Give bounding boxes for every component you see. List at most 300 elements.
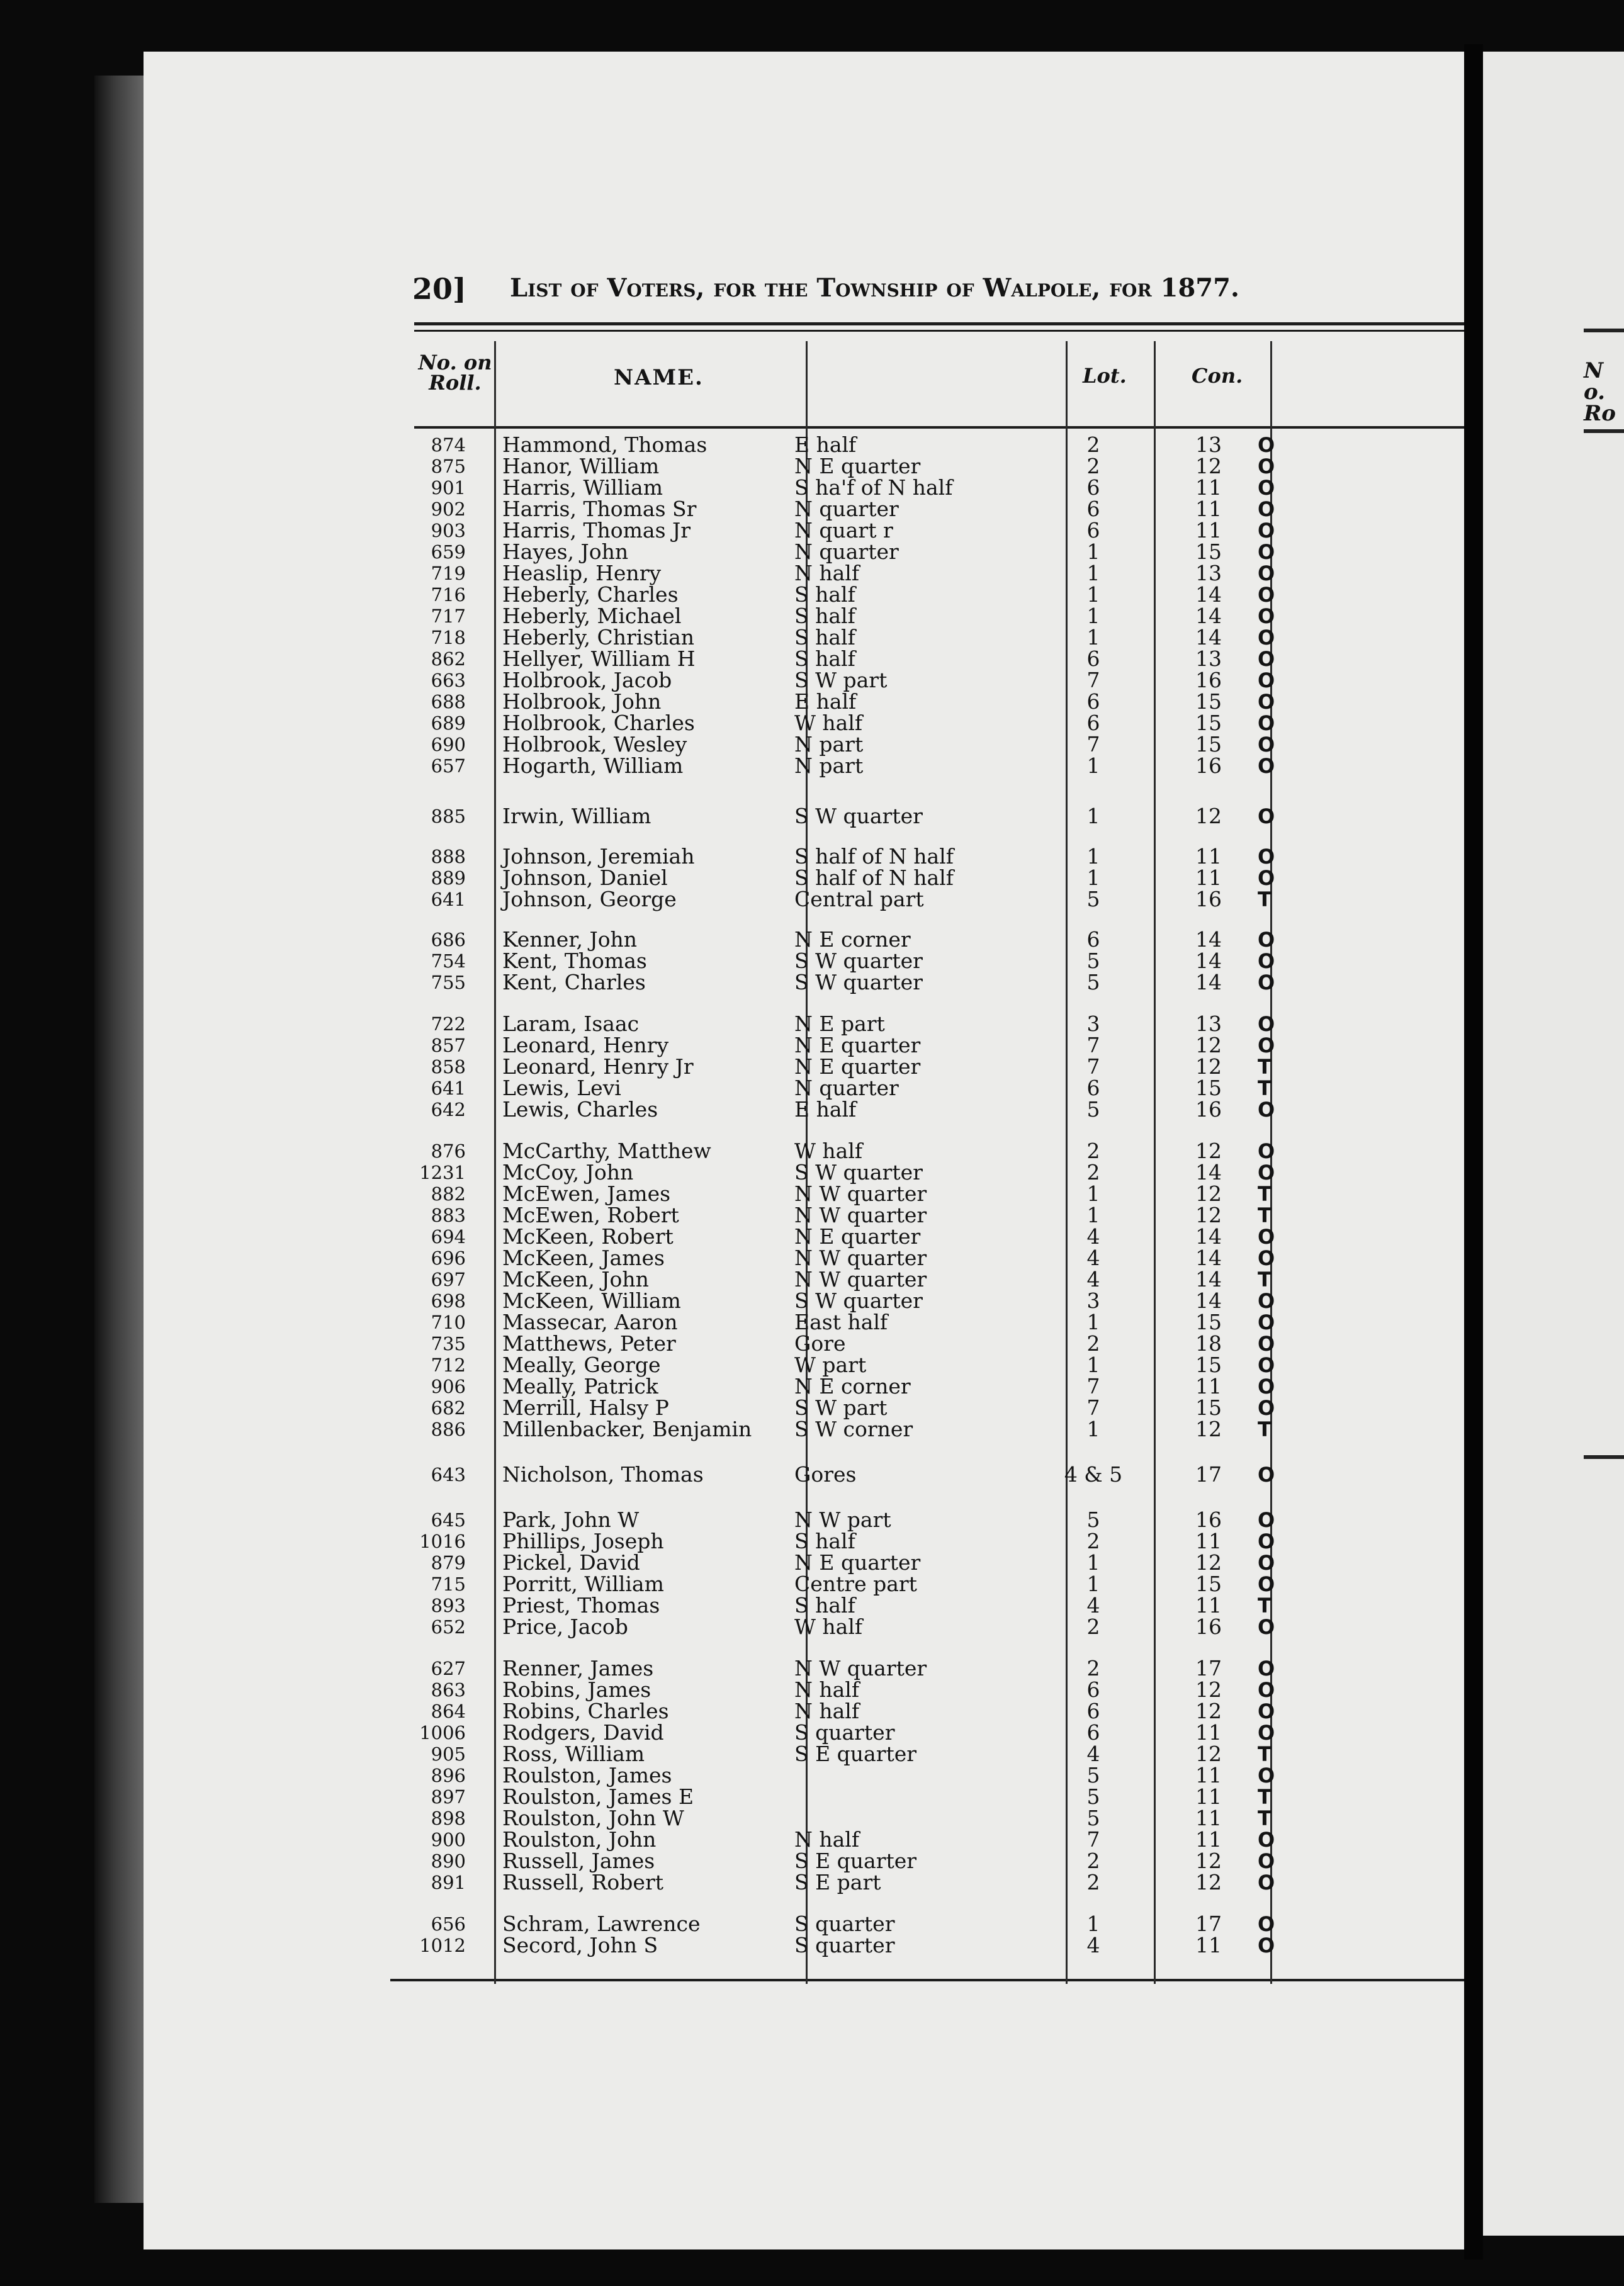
table-row — [144, 1162, 1464, 1183]
voter-name: Millenbacker, Benjamin — [502, 1417, 752, 1441]
concession-number: 16 — [1195, 753, 1222, 778]
lot-description: N E corner — [794, 1374, 911, 1399]
lot-number: 7 — [1086, 1054, 1100, 1079]
voter-name: Ross, William — [502, 1742, 645, 1766]
concession-number: 11 — [1195, 1593, 1222, 1618]
roll-number: 898 — [431, 1808, 466, 1829]
voter-name: Hayes, John — [502, 539, 629, 564]
voter-name: Porritt, William — [502, 1572, 664, 1596]
header-rule-bottom — [414, 330, 1503, 332]
lot-number: 6 — [1086, 689, 1100, 714]
voter-name: Price, Jacob — [502, 1614, 628, 1639]
concession-number: 17 — [1195, 1462, 1222, 1487]
lot-number: 1 — [1086, 804, 1100, 828]
table-row — [144, 755, 1464, 777]
voter-name: McKeen, William — [502, 1288, 681, 1313]
lot-number: 5 — [1086, 887, 1100, 911]
lot-description: E half — [794, 432, 857, 457]
voter-name: Matthews, Peter — [502, 1331, 676, 1356]
voter-name: Secord, John S — [502, 1933, 658, 1957]
table-row — [144, 1765, 1464, 1786]
lot-description: N half — [794, 1677, 860, 1702]
column-header-rule — [414, 426, 1503, 429]
lot-description: N quart r — [794, 518, 893, 543]
qualification-mark: O — [1258, 1572, 1275, 1596]
lot-description: S W quarter — [794, 949, 923, 973]
lot-number: 7 — [1086, 1827, 1100, 1852]
lot-description: S half — [794, 1593, 855, 1618]
qualification-mark: O — [1258, 1699, 1275, 1723]
lot-description: N E corner — [794, 927, 911, 952]
roll-number: 896 — [431, 1765, 466, 1786]
table-row — [144, 1722, 1464, 1743]
lot-description: W half — [794, 1139, 863, 1163]
qualification-mark: T — [1258, 1594, 1272, 1618]
table-row — [144, 734, 1464, 755]
concession-number: 12 — [1195, 1417, 1222, 1441]
roll-number: 686 — [431, 929, 466, 950]
table-row — [144, 1913, 1464, 1935]
roll-number: 863 — [431, 1679, 466, 1701]
table-row — [144, 867, 1464, 889]
voter-name: Schram, Lawrence — [502, 1912, 701, 1936]
concession-number: 12 — [1195, 804, 1222, 828]
table-row — [144, 648, 1464, 670]
lot-number: 1 — [1086, 1550, 1100, 1575]
lot-number: 1 — [1086, 1912, 1100, 1936]
next-page-header: No. Ro — [1584, 358, 1616, 426]
concession-number: 12 — [1195, 1677, 1222, 1702]
qualification-mark: O — [1258, 1310, 1275, 1334]
lot-description: N part — [794, 753, 864, 778]
table-row — [144, 1701, 1464, 1722]
concession-number: 14 — [1195, 927, 1222, 952]
lot-number: 1 — [1086, 582, 1100, 607]
lot-number: 7 — [1086, 668, 1100, 692]
voter-name: Roulston, James E — [502, 1784, 694, 1809]
concession-number: 12 — [1195, 1849, 1222, 1873]
voter-name: McEwen, Robert — [502, 1203, 679, 1227]
lot-description: W half — [794, 711, 863, 735]
table-row — [144, 584, 1464, 605]
qualification-mark: O — [1258, 519, 1275, 543]
lot-description: S half of N half — [794, 865, 954, 890]
page-title: List of Voters, for the Township of Walpole, for 1877. — [510, 273, 1239, 303]
lot-description: S W quarter — [794, 1288, 923, 1313]
roll-number: 716 — [431, 584, 466, 605]
concession-number: 17 — [1195, 1912, 1222, 1936]
concession-number: 15 — [1195, 1076, 1222, 1100]
roll-number: 1006 — [419, 1722, 466, 1743]
lot-description: S E quarter — [794, 1849, 917, 1873]
qualification-mark: O — [1258, 1912, 1275, 1936]
roll-number: 698 — [431, 1290, 466, 1312]
qualification-mark: O — [1258, 540, 1275, 564]
qualification-mark: O — [1258, 754, 1275, 778]
lot-description: S W quarter — [794, 1160, 923, 1185]
voter-name: McEwen, James — [502, 1181, 671, 1206]
qualification-mark: O — [1258, 1289, 1275, 1313]
roll-number: 755 — [431, 972, 466, 993]
concession-number: 18 — [1195, 1331, 1222, 1356]
qualification-mark: O — [1258, 971, 1275, 994]
qualification-mark: O — [1258, 476, 1275, 500]
lot-description: N half — [794, 561, 860, 585]
lot-description: Gore — [794, 1331, 846, 1356]
voter-name: McCoy, John — [502, 1160, 634, 1185]
qualification-mark: T — [1258, 1785, 1272, 1809]
lot-number: 4 & 5 — [1064, 1462, 1123, 1487]
lot-number: 5 — [1086, 949, 1100, 973]
roll-number: 906 — [431, 1376, 466, 1397]
lot-number: 5 — [1086, 1806, 1100, 1830]
roll-number: 663 — [431, 670, 466, 691]
table-row — [144, 520, 1464, 541]
qualification-mark: T — [1258, 1203, 1272, 1227]
qualification-mark: O — [1258, 845, 1275, 869]
lot-description: Gores — [794, 1462, 857, 1487]
column-header-roll: No. on Roll. — [418, 351, 492, 395]
lot-number: 7 — [1086, 1033, 1100, 1057]
qualification-mark: O — [1258, 433, 1275, 457]
voter-name: Holbrook, John — [502, 689, 662, 714]
voter-name: Holbrook, Jacob — [502, 668, 672, 692]
table-row — [144, 1464, 1464, 1485]
concession-number: 14 — [1195, 1160, 1222, 1185]
voter-name: Johnson, George — [502, 887, 677, 911]
concession-number: 15 — [1195, 732, 1222, 757]
concession-number: 11 — [1195, 1529, 1222, 1553]
roll-number: 659 — [431, 541, 466, 563]
table-row — [144, 691, 1464, 712]
voter-name: Roulston, John W — [502, 1806, 684, 1830]
lot-number: 1 — [1086, 1203, 1100, 1227]
roll-number: 883 — [431, 1205, 466, 1226]
qualification-mark: O — [1258, 668, 1275, 692]
voter-name: Johnson, Daniel — [502, 865, 668, 890]
roll-number: 717 — [431, 605, 466, 627]
table-row — [144, 1056, 1464, 1078]
voter-name: Heaslip, Henry — [502, 561, 662, 585]
concession-number: 11 — [1195, 844, 1222, 869]
page-number: 20] — [412, 272, 466, 306]
concession-number: 15 — [1195, 689, 1222, 714]
qualification-mark: T — [1258, 1806, 1272, 1830]
roll-number: 688 — [431, 691, 466, 712]
voter-name: Kenner, John — [502, 927, 638, 952]
lot-description: S ha'f of N half — [794, 475, 953, 500]
lot-number: 6 — [1086, 1720, 1100, 1745]
roll-number: 1016 — [419, 1531, 466, 1552]
qualification-mark: O — [1258, 1012, 1275, 1036]
qualification-mark: O — [1258, 1353, 1275, 1377]
lot-number: 5 — [1086, 970, 1100, 994]
roll-number: 857 — [431, 1035, 466, 1056]
lot-number: 1 — [1086, 1181, 1100, 1206]
lot-number: 1 — [1086, 844, 1100, 869]
qualification-mark: O — [1258, 1139, 1275, 1163]
voter-name: Leonard, Henry Jr — [502, 1054, 694, 1079]
table-row — [144, 1078, 1464, 1099]
qualification-mark: O — [1258, 866, 1275, 890]
table-row — [144, 1829, 1464, 1850]
voter-name: Merrill, Halsy P — [502, 1395, 669, 1420]
table-bottom-rule — [390, 1979, 1479, 1981]
lot-description: N W quarter — [794, 1267, 927, 1292]
lot-description: W half — [794, 1614, 863, 1639]
qualification-mark: T — [1258, 1417, 1272, 1441]
qualification-mark: O — [1258, 1849, 1275, 1873]
concession-number: 11 — [1195, 518, 1222, 543]
book-gutter — [1464, 44, 1483, 2260]
table-row — [144, 1552, 1464, 1574]
voter-name: Kent, Thomas — [502, 949, 647, 973]
voter-name: Hellyer, William H — [502, 646, 696, 671]
concession-number: 12 — [1195, 1699, 1222, 1723]
concession-number: 14 — [1195, 604, 1222, 628]
voter-name: Lewis, Charles — [502, 1097, 658, 1122]
page-edge-shadow — [94, 76, 144, 2203]
roll-number: 643 — [431, 1464, 466, 1485]
table-row — [144, 1658, 1464, 1679]
voter-name: Holbrook, Charles — [502, 711, 695, 735]
qualification-mark: O — [1258, 626, 1275, 650]
voter-name: Robins, James — [502, 1677, 651, 1702]
lot-number: 5 — [1086, 1507, 1100, 1532]
table-row — [144, 950, 1464, 972]
lot-number: 6 — [1086, 927, 1100, 952]
lot-number: 1 — [1086, 1353, 1100, 1377]
table-row — [144, 541, 1464, 563]
lot-number: 2 — [1086, 1614, 1100, 1639]
lot-number: 6 — [1086, 1699, 1100, 1723]
concession-number: 16 — [1195, 1507, 1222, 1532]
qualification-mark: O — [1258, 583, 1275, 607]
lot-number: 2 — [1086, 1139, 1100, 1163]
qualification-mark: O — [1258, 1657, 1275, 1681]
lot-number: 2 — [1086, 454, 1100, 478]
table-row — [144, 627, 1464, 648]
lot-number: 1 — [1086, 1310, 1100, 1334]
concession-number: 14 — [1195, 625, 1222, 650]
roll-number: 1012 — [419, 1935, 466, 1956]
table-row — [144, 1808, 1464, 1829]
qualification-mark: O — [1258, 949, 1275, 973]
roll-number: 682 — [431, 1397, 466, 1419]
voter-name: Hammond, Thomas — [502, 432, 708, 457]
roll-number: 862 — [431, 648, 466, 670]
roll-number: 696 — [431, 1247, 466, 1269]
concession-number: 12 — [1195, 1550, 1222, 1575]
qualification-mark: O — [1258, 1098, 1275, 1122]
concession-number: 16 — [1195, 1097, 1222, 1122]
table-row — [144, 889, 1464, 910]
concession-number: 11 — [1195, 475, 1222, 500]
concession-number: 12 — [1195, 1054, 1222, 1079]
concession-number: 13 — [1195, 1011, 1222, 1036]
qualification-mark: O — [1258, 1161, 1275, 1185]
concession-number: 11 — [1195, 1374, 1222, 1399]
concession-number: 15 — [1195, 539, 1222, 564]
qualification-mark: O — [1258, 690, 1275, 714]
table-row — [144, 1786, 1464, 1808]
roll-number: 897 — [431, 1786, 466, 1808]
roll-number: 656 — [431, 1913, 466, 1935]
concession-number: 15 — [1195, 1353, 1222, 1377]
table-row — [144, 456, 1464, 477]
table-row — [144, 1574, 1464, 1595]
table-row — [144, 929, 1464, 950]
voter-name: Nicholson, Thomas — [502, 1462, 704, 1487]
lot-number: 2 — [1086, 1331, 1100, 1356]
table-row — [144, 1354, 1464, 1376]
table-row — [144, 1013, 1464, 1035]
column-header-name: NAME. — [614, 365, 704, 390]
qualification-mark: O — [1258, 711, 1275, 735]
lot-number: 1 — [1086, 1572, 1100, 1596]
roll-number: 875 — [431, 456, 466, 477]
lot-description: N E quarter — [794, 454, 921, 478]
qualification-mark: O — [1258, 928, 1275, 952]
qualification-mark: O — [1258, 1033, 1275, 1057]
table-row — [144, 1935, 1464, 1956]
roll-number: 874 — [431, 434, 466, 456]
lot-number: 6 — [1086, 1677, 1100, 1702]
concession-number: 12 — [1195, 1181, 1222, 1206]
qualification-mark: T — [1258, 1268, 1272, 1292]
voter-name: Laram, Isaac — [502, 1011, 640, 1036]
lot-number: 6 — [1086, 711, 1100, 735]
table-row — [144, 1872, 1464, 1893]
table-row — [144, 477, 1464, 498]
page — [144, 52, 1464, 2249]
qualification-mark: T — [1258, 887, 1272, 911]
roll-number: 641 — [431, 889, 466, 910]
lot-number: 3 — [1086, 1288, 1100, 1313]
roll-number: 712 — [431, 1354, 466, 1376]
roll-number: 905 — [431, 1743, 466, 1765]
qualification-mark: O — [1258, 1764, 1275, 1788]
voter-name: Harris, William — [502, 475, 663, 500]
lot-description: S W part — [794, 668, 888, 692]
voter-name: Heberly, Charles — [502, 582, 679, 607]
table-row — [144, 1595, 1464, 1616]
column-header-con: Con. — [1192, 364, 1243, 388]
voter-name: Hogarth, William — [502, 753, 684, 778]
roll-number: 864 — [431, 1701, 466, 1722]
voter-name: Lewis, Levi — [502, 1076, 621, 1100]
voter-name: Irwin, William — [502, 804, 651, 828]
lot-number: 4 — [1086, 1246, 1100, 1270]
table-row — [144, 1376, 1464, 1397]
voter-name: Robins, Charles — [502, 1699, 669, 1723]
qualification-mark: O — [1258, 1721, 1275, 1745]
concession-number: 11 — [1195, 1806, 1222, 1830]
qualification-mark: O — [1258, 1225, 1275, 1249]
voter-name: Meally, Patrick — [502, 1374, 658, 1399]
voter-name: Heberly, Michael — [502, 604, 682, 628]
lot-description: S half — [794, 646, 855, 671]
lot-number: 5 — [1086, 1784, 1100, 1809]
lot-description: S quarter — [794, 1720, 895, 1745]
roll-number: 900 — [431, 1829, 466, 1850]
lot-description: E half — [794, 1097, 857, 1122]
lot-number: 1 — [1086, 1417, 1100, 1441]
table-row — [144, 1679, 1464, 1701]
lot-number: 2 — [1086, 1870, 1100, 1895]
lot-number: 2 — [1086, 1160, 1100, 1185]
table-row — [144, 1850, 1464, 1872]
lot-description: N W quarter — [794, 1203, 927, 1227]
lot-number: 1 — [1086, 865, 1100, 890]
table-row — [144, 1531, 1464, 1552]
voter-name: Johnson, Jeremiah — [502, 844, 695, 869]
table-row — [144, 1035, 1464, 1056]
lot-description: N part — [794, 732, 864, 757]
qualification-mark: O — [1258, 804, 1275, 828]
lot-number: 4 — [1086, 1267, 1100, 1292]
lot-description: Centre part — [794, 1572, 917, 1596]
voter-name: McKeen, James — [502, 1246, 665, 1270]
qualification-mark: O — [1258, 497, 1275, 521]
concession-number: 14 — [1195, 582, 1222, 607]
roll-number: 718 — [431, 627, 466, 648]
lot-description: S half — [794, 582, 855, 607]
concession-number: 13 — [1195, 561, 1222, 585]
table-row — [144, 1743, 1464, 1765]
voter-name: Hanor, William — [502, 454, 660, 478]
voter-name: Park, John W — [502, 1507, 640, 1532]
lot-number: 6 — [1086, 497, 1100, 521]
lot-description: N W quarter — [794, 1181, 927, 1206]
roll-number: 889 — [431, 867, 466, 889]
roll-number: 882 — [431, 1183, 466, 1205]
concession-number: 14 — [1195, 1267, 1222, 1292]
voter-name: Pickel, David — [502, 1550, 640, 1575]
lot-description: W part — [794, 1353, 867, 1377]
qualification-mark: O — [1258, 1396, 1275, 1420]
qualification-mark: O — [1258, 1871, 1275, 1895]
roll-number: 719 — [431, 563, 466, 584]
voter-name: McCarthy, Matthew — [502, 1139, 711, 1163]
concession-number: 15 — [1195, 711, 1222, 735]
roll-number: 722 — [431, 1013, 466, 1035]
concession-number: 11 — [1195, 1720, 1222, 1745]
table-row — [144, 1397, 1464, 1419]
concession-number: 14 — [1195, 970, 1222, 994]
concession-number: 12 — [1195, 454, 1222, 478]
qualification-mark: T — [1258, 1742, 1272, 1766]
table-row — [144, 605, 1464, 627]
next-page-edge — [1483, 52, 1624, 2236]
concession-number: 11 — [1195, 1933, 1222, 1957]
table-row — [144, 712, 1464, 734]
roll-number: 627 — [431, 1658, 466, 1679]
lot-description: S E quarter — [794, 1742, 917, 1766]
concession-number: 12 — [1195, 1139, 1222, 1163]
roll-number: 754 — [431, 950, 466, 972]
concession-number: 12 — [1195, 1033, 1222, 1057]
lot-description: N E quarter — [794, 1054, 921, 1079]
roll-number: 901 — [431, 477, 466, 498]
roll-number: 710 — [431, 1312, 466, 1333]
qualification-mark: O — [1258, 561, 1275, 585]
voter-name: Russell, James — [502, 1849, 655, 1873]
lot-description: S half — [794, 625, 855, 650]
lot-number: 7 — [1086, 1395, 1100, 1420]
lot-number: 6 — [1086, 475, 1100, 500]
table-row — [144, 972, 1464, 993]
